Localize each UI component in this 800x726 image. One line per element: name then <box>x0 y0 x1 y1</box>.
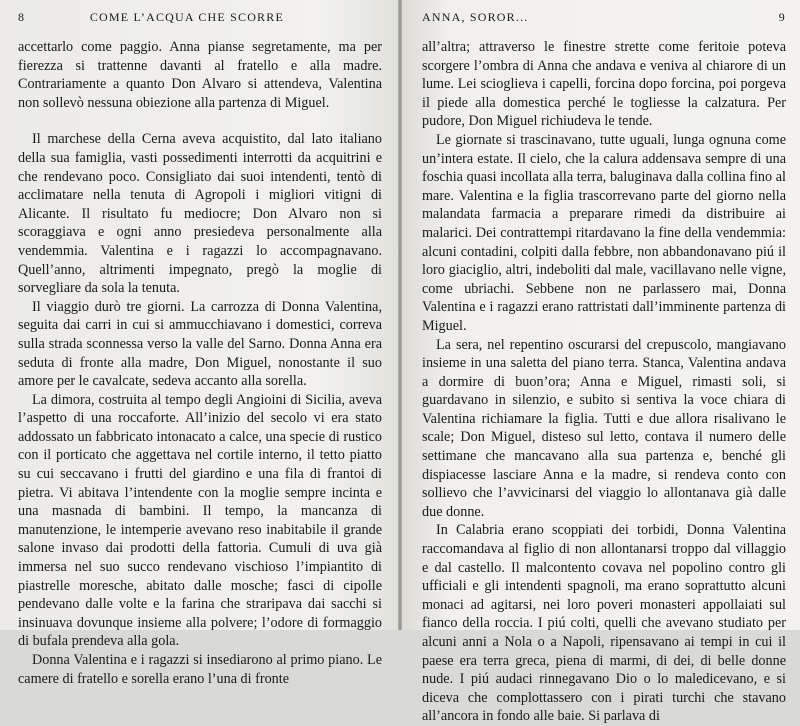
left-body-text <box>18 38 382 688</box>
right-paragraph-2: Le giornate si trascinavano, tutte uguali, lunga ognuna come un’intera estate. Il cielo, che la calura addensava sempre di una foschia quasi incollata alla terra, baluginava dalla collina fino al mare. Valentina e la figlia trascorrevano parte del giorno nella malandata farmacia a preparare rimedi da distribuire ai malarici. Dei contrattempi ritardavano la fine della vendemmia: alcuni contadini, colpiti dalla febbre, non abbandonavano piú il loro giaciglio, altri, indeboliti dal male, vacillavano nelle vigne, come ubriachi. Sebbene non ne parlassero mai, Donna Valentina e i ragazzi erano rattristati dall’imminente partenza di Miguel. <box>422 131 786 334</box>
right-page <box>402 0 800 725</box>
left-paragraph-1: accettarlo come paggio. Anna pianse segretamente, ma per fierezza si trattenne davanti al fratello e alla madre. Contrariamente a quanto Don Alvaro si attendeva, Valentina non sollevò nessuna obiezione alla partenza di Miguel. <box>18 39 382 111</box>
right-page-number: 9 <box>778 10 786 24</box>
left-paragraph-2: Il marchese della Cerna aveva acquistito, dal lato italiano della sua famiglia, vasti possedimenti interrotti da acquitrini e che rendevano poco. Consigliato dai suoi intendenti, tentò di acclimatare nella tenuta di Agropoli i migliori vitigni di Alicante. Il risultato fu mediocre; Don Alvaro non si scoraggiava e ogni anno presiedeva personalmente alla vendemmia. Valentina e i ragazzi lo accompagnavano. Quell’anno, altrimenti impegnato, pregò la moglie di sorvegliare da sola la tenuta. <box>18 131 382 297</box>
right-body-text <box>422 38 786 726</box>
left-paragraph-3: Il viaggio durò tre giorni. La carrozza di Donna Valentina, seguita dai carri in cui si ammucchiavano i domestici, correva sulla strada sconnessa verso la valle del Sarno. Donna Anna era seduta di fronte alla madre, Don Miguel, nonostante il suo amore per le cavalcate, sedeva accanto alla sorella. <box>18 298 382 390</box>
right-running-title: ANNA, SOROR... <box>422 10 529 24</box>
right-paragraph-3: La sera, nel repentino oscurarsi del crepuscolo, mangiavano insieme in una saletta del piano terra. Stanca, Valentina andava a dormire di buon’ora; Anna e Miguel, rimasti soli, si guardavano in silenzio, e subito si sentiva la voce chiara di Valentina richiamare la figlia. Tutti e due allora risalivano le scale; Don Miguel, disteso sul letto, contava il numero delle settimane che mancavano alla sua partenza e, benché gli dispiacesse lasciare Anna e la madre, si rendeva conto con sollievo che l’avvicinarsi del viaggio lo allontanava già dalle due donne. <box>422 336 786 520</box>
left-page-number: 8 <box>18 10 26 24</box>
left-paragraph-5: Donna Valentina e i ragazzi si insediarono al primo piano. Le camere di fratello e sorella erano l’una di fronte <box>18 652 382 687</box>
left-page <box>0 0 398 687</box>
right-running-head <box>422 10 786 30</box>
left-running-head <box>18 10 382 30</box>
left-running-title: COME L’ACQUA CHE SCORRE <box>89 10 284 24</box>
right-paragraph-1: all’altra; attraverso le finestre strette come feritoie poteva scorgere l’ombra di Anna che andava e veniva al chiarore di un lume. Lei scioglieva i capelli, forcina dopo forcina, poi porgeva il piede alla domestica perché le togliesse la calzatura. Per pudore, Don Miguel richiudeva le tende. <box>422 39 786 130</box>
right-paragraph-4: In Calabria erano scoppiati dei torbidi, Donna Valentina raccomandava al figlio di non allontanarsi troppo dal villaggio e dal castello. Il malcontento covava nel popolino contro gli ufficiali e gli intendenti spagnoli, ma erano soprattutto alcuni monaci ad agitarsi, nei loro poveri monasteri appollaiati sul fianco della roccia. I piú colti, quelli che avevano studiato per alcuni anni a Nola o a Napoli, ripensavano ai tempi in cui il paese era terra greca, piena di marmi, di dei, di belle donne nude. I piú audaci rinnegavano Dio o lo maledicevano, e si diceva che complottassero con i pirati turchi che stavano all’ancora in fondo alle baie. Si parlava di <box>422 522 786 725</box>
left-paragraph-4: La dimora, costruita al tempo degli Angioini di Sicilia, aveva l’aspetto di una roccaforte. All’inizio del secolo vi era stato addossato un fabbricato intonacato a calce, una specie di rustico con il porticato che aggettava nel cortile interno, il tetto piatto su cui seccavano i frutti del giardino e una fila di frantoi di pietra. Vi abitava l’intendente con la moglie sempre incinta e una masnada di bambini. Il tempo, la mancanza di manutenzione, le intemperie avevano reso inabitabile il grande salone invaso dai prodotti della fattoria. Cumuli di uva già immersa nel suo succo rendevano vischioso l’impiantito di piastrelle moresche, abitato dalle mosche; fasci di cipolle pendevano dalle volte e la farina che straripava dai sacchi si insinuava dovunque insieme alla polvere; l’odore di formaggio di bufala prendeva alla gola. <box>18 391 382 650</box>
